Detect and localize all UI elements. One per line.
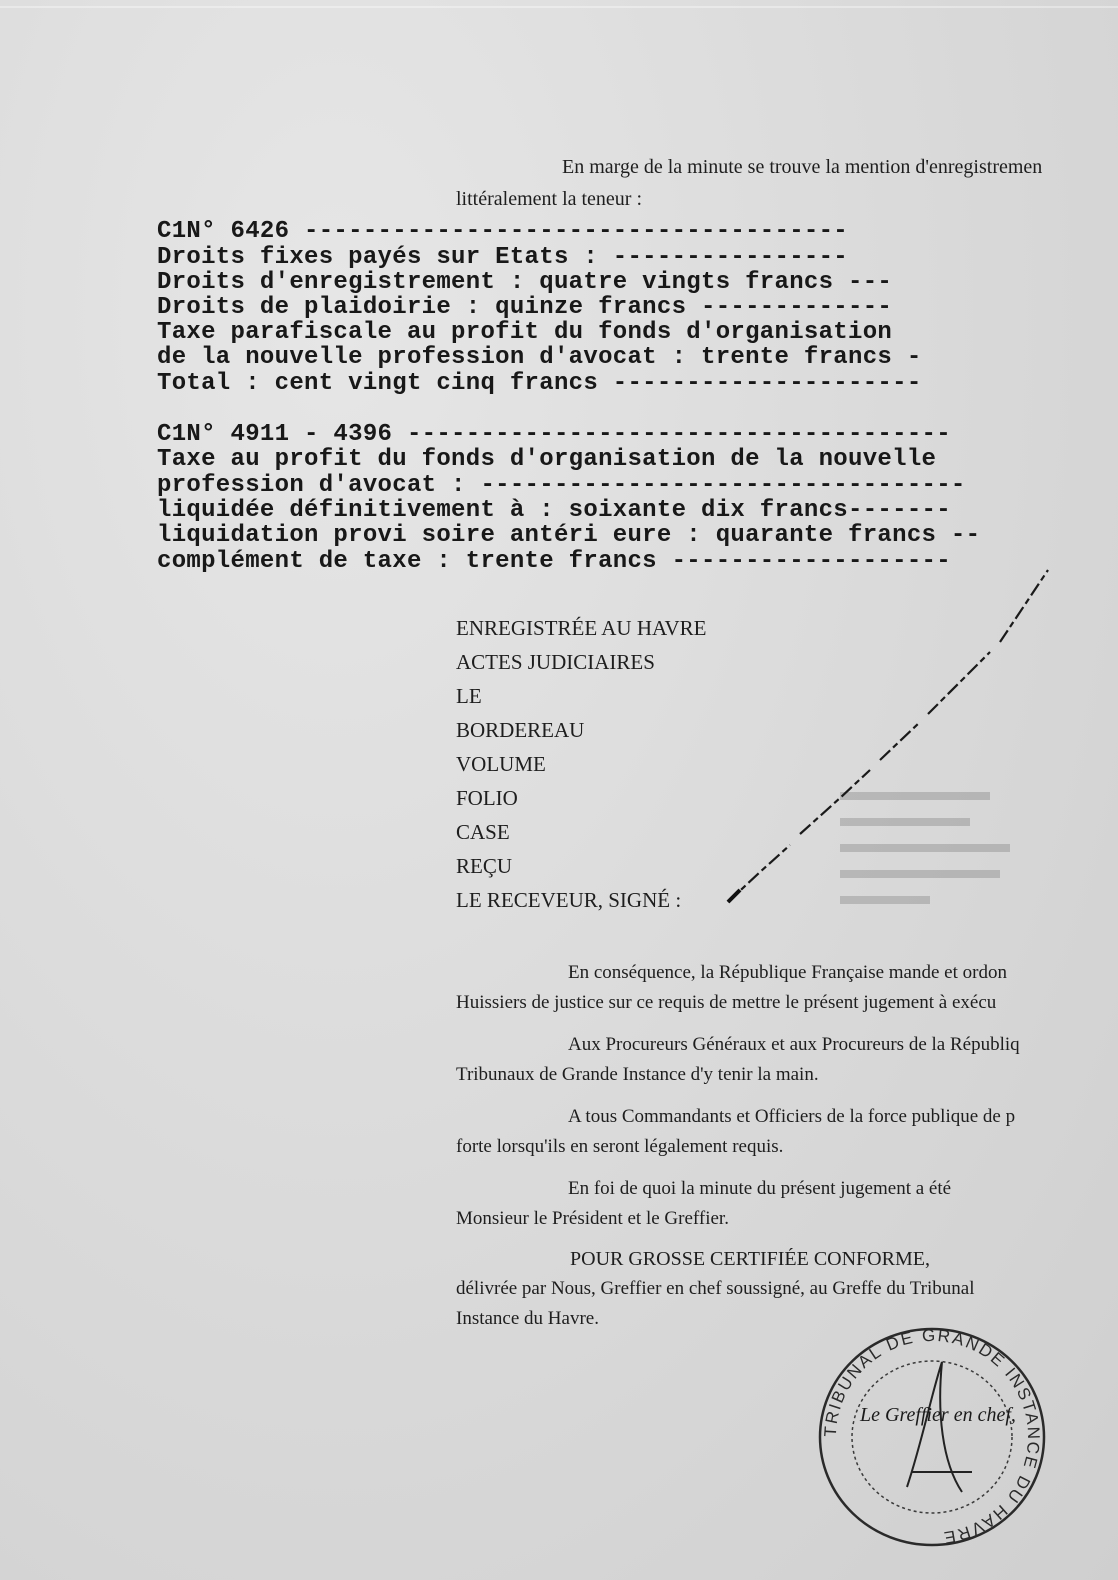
header-line-1: En marge de la minute se trouve la mention d'enregistremen [562, 156, 1043, 178]
registration-line: ACTES JUDICIAIRES [456, 650, 655, 674]
registration-line: VOLUME [456, 752, 546, 776]
tax-line: C1N° 4911 - 4396 ------------------------------------- [157, 421, 951, 448]
tax-line: Total : cent vingt cinq francs --------------------- [157, 370, 922, 397]
paragraph-first-line: A tous Commandants et Officiers de la force publique de p [568, 1106, 1016, 1127]
tax-line: profession d'avocat : --------------------------------- [157, 472, 966, 499]
tax-line: Droits fixes payés sur Etats : ---------------- [157, 244, 849, 271]
paragraph-line: Huissiers de justice sur ce requis de mettre le présent jugement à exécu [456, 992, 997, 1013]
paragraph-line: forte lorsqu'ils en seront légalement requis. [456, 1136, 784, 1157]
registration-line: REÇU [456, 854, 513, 878]
stamp-text: TRIBUNAL DE GRANDE INSTANCE DU HAVRE [820, 1325, 1044, 1548]
registration-line: LE [456, 684, 482, 708]
registration-line: BORDEREAU [456, 718, 585, 742]
paragraph-first-line: En foi de quoi la minute du présent jugement a été [568, 1178, 952, 1199]
fold-line [0, 6, 1118, 8]
tax-line: Taxe au profit du fonds d'organisation de la nouvelle [157, 446, 937, 473]
tax-line: Taxe parafiscale au profit du fonds d'organisation [157, 319, 893, 346]
certification-line: délivrée par Nous, Greffier en chef soussigné, au Greffe du Tribunal [456, 1278, 975, 1299]
header-line-2: littéralement la teneur : [456, 188, 643, 210]
paragraph-line: Monsieur le Président et le Greffier. [456, 1208, 729, 1229]
tax-line: liquidation provi soire antéri eure : quarante francs -- [157, 522, 981, 549]
tax-line: C1N° 6426 ------------------------------------- [157, 218, 849, 245]
paragraph-line: Tribunaux de Grande Instance d'y tenir la main. [456, 1064, 819, 1085]
tax-line: de la nouvelle profession d'avocat : trente francs - [157, 344, 922, 371]
diagonal-cancel-line [720, 560, 1060, 910]
paragraph-first-line: Aux Procureurs Généraux et aux Procureurs de la Républiq [568, 1034, 1020, 1055]
registration-line: LE RECEVEUR, SIGNÉ : [456, 888, 682, 912]
tax-line: Droits d'enregistrement : quatre vingts francs --- [157, 269, 893, 296]
paragraph-first-line: En conséquence, la République Française mande et ordon [568, 962, 1007, 983]
registration-line: ENREGISTRÉE AU HAVRE [456, 616, 707, 640]
registration-line: CASE [456, 820, 510, 844]
tax-line: liquidée définitivement à : soixante dix francs------- [157, 497, 951, 524]
tax-line: complément de taxe : trente francs ------------------- [157, 548, 951, 575]
court-stamp [812, 1322, 1052, 1552]
tax-line: Droits de plaidoirie : quinze francs ------------- [157, 294, 893, 321]
certification-title: POUR GROSSE CERTIFIÉE CONFORME, [570, 1248, 930, 1270]
greffier-signature-label: Le Greffier en chef, [860, 1404, 1016, 1426]
registration-line: FOLIO [456, 786, 518, 810]
certification-line: Instance du Havre. [456, 1308, 599, 1329]
